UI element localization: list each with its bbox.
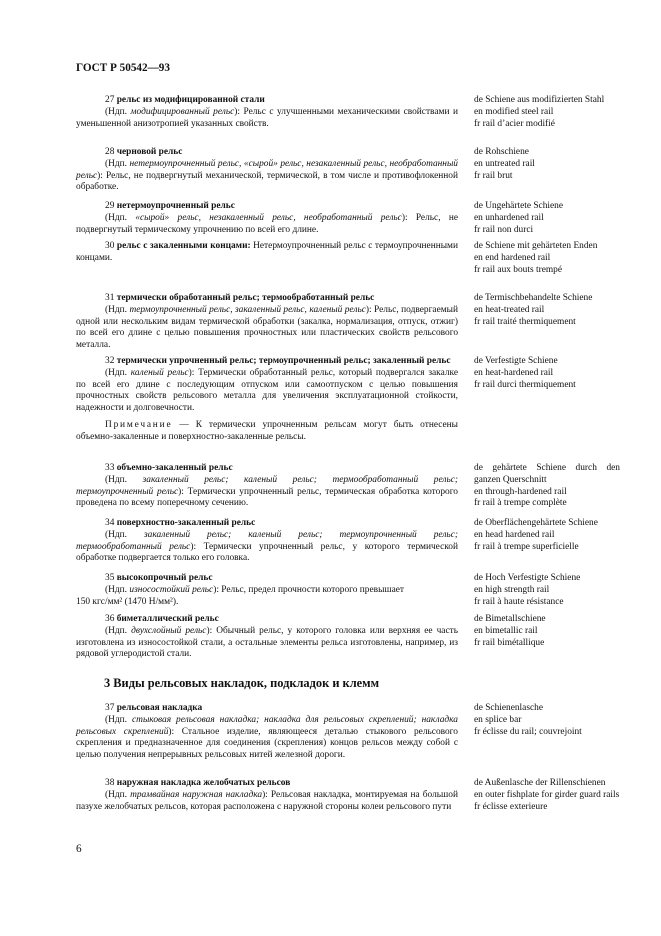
term-entry-28: 28 черновой рельс (Ндп. нетермоупрочненный рельс, «сырой» рельс, незакаленный рельс, необработанный рельс): Рельс, не подвергнутый механической, термической, в том числе и противофлокенной обработке. <box>76 147 458 193</box>
term-entry-31: 31 термически обработанный рельс; термообработанный рельс (Ндп. термоупрочненный рельс, закаленный рельс, каленый рельс): Рельс, подвергаемый одной или нескольким видам термической обработки (закалка, нормализация, отпуск, отжиг) по всей его длине с целью повышения прочностных или пластических свойств рельсового металла. <box>76 293 458 351</box>
translations-33: de gehärtete Schiene durch den ganzen Querschnitt en through-hardened rail fr rail à trempe complète <box>474 463 620 509</box>
page-number: 6 <box>76 843 82 855</box>
term-entry-33: 33 объемно-закаленный рельс (Ндп. закаленный рельс; каленый рельс; термообработанный рельс; термоупрочненный рельс): Термически упрочненный рельс, термическая обработка которого проведена по всему поперечному сечению. <box>76 463 459 509</box>
term-entry-37: 37 рельсовая накладка (Ндп. стыковая рельсовая накладка; накладка для рельсовых скреплений; накладка рельсовых скреплений): Стальное изделие, являющееся деталью стыкового рельсового скрепления и предназначенное для соединения (скрепления) концов рельсов между собой с целью получения непрерывных рельсовых нитей железной дороги. <box>76 703 458 761</box>
translations-30: de Schiene mit gehärteten Enden en end hardened rail fr rail aux bouts trempé <box>474 241 598 275</box>
term-entry-35: 35 высокопрочный рельс (Ндп. износостойкий рельс): Рельс, предел прочности которого превышает 150 кгс/мм² (1470 Н/мм²). <box>76 573 458 608</box>
term-entry-29: 29 нетермоупрочненный рельс (Ндп. «сырой» рельс, незакаленный рельс, необработанный рельс): Рельс, не подвергнутый термическому упрочнению по всей его длине. <box>76 201 458 235</box>
translations-34: de Oberflächengehärtete Schiene en head hardened rail fr rail à trempe superficielle <box>474 518 598 552</box>
translations-31: de Termischbehandelte Schiene en heat-treated rail fr rail traité thermiquement <box>474 293 593 327</box>
term-entry-27: 27 рельс из модифицированной стали (Ндп. модифицированный рельс): Рельс с улучшенными механическими свойствами и уменьшенной анизотропией указанных свойств. <box>76 95 458 129</box>
term-entry-38: 38 наружная накладка желобчатых рельсов (Ндп. трамвайная наружная накладка): Рельсовая накладка, монтируемая на большой пазухе желобчатых рельсов, которая расположена с наружной стороны колеи рельсового пути <box>76 778 458 812</box>
translations-32: de Verfestigte Schiene en heat-hardened rail fr rail durci thermiquement <box>474 356 576 390</box>
term-entry-32: 32 термически упрочненный рельс; термоупрочненный рельс; закаленный рельс (Ндп. каленый рельс): Термически обработанный рельс, который подвергался закалке по всей его длине с последующим отпуском или самоотпуском с целью повышения прочностных свойств рельсового металла для увеличения эксплуатационной стойкости, надежности и долговечности. Примечание — К термически упрочненным рельсам могут быть отнесены объемно-закаленные и поверхностно-закаленные рельсы. <box>76 356 459 442</box>
term-entry-34: 34 поверхностно-закаленный рельс (Ндп. закаленный рельс; каленый рельс; термоупрочненный рельс; термообработанный рельс): Термически упрочненный рельс, у которого термической обработке подвергается только его головка. <box>76 518 459 564</box>
translations-36: de Bimetallschiene en bimetallic rail fr rail bimétallique <box>474 614 546 648</box>
translations-38: de Außenlasche der Rillenschienen en outer fishplate for girder guard rails fr éclisse exterieure <box>474 778 620 812</box>
translations-35: de Hoch Verfestigte Schiene en high strength rail fr rail à haute résistance <box>474 573 581 607</box>
strength-value: 150 кгс/мм² (1470 Н/мм²). <box>76 596 179 607</box>
translations-29: de Ungehärtete Schiene en unhardened rail fr rail non durci <box>474 201 564 235</box>
term-entry-30: 30 рельс с закаленными концами: Нетермоупрочненный рельс с термоупрочненными концами. <box>76 241 458 263</box>
term-entry-36: 36 биметаллический рельс (Ндп. двухслойный рельс): Обычный рельс, у которого головка или верхняя ее часть изготовлена из износостойкой стали, а остальные элементы рельса изготовлены, например, из рядовой углеродистой стали. <box>76 614 458 660</box>
translations-28: de Rohschiene en untreated rail fr rail brut <box>474 147 535 181</box>
note-32: Примечание — К термически упрочненным рельсам могут быть отнесены объемно-закаленные и поверхностно-закаленные рельсы. <box>76 419 458 442</box>
section-heading: 3 Виды рельсовых накладок, подкладок и клемм <box>104 676 380 690</box>
document-header: ГОСТ Р 50542—93 <box>76 62 170 74</box>
translations-27: de Schiene aus modifizierten Stahl en modified steel rail fr rail d’acier modifié <box>474 95 605 129</box>
translations-37: de Schienenlasche en splice bar fr éclisse du rail; couvrejoint <box>474 703 582 737</box>
